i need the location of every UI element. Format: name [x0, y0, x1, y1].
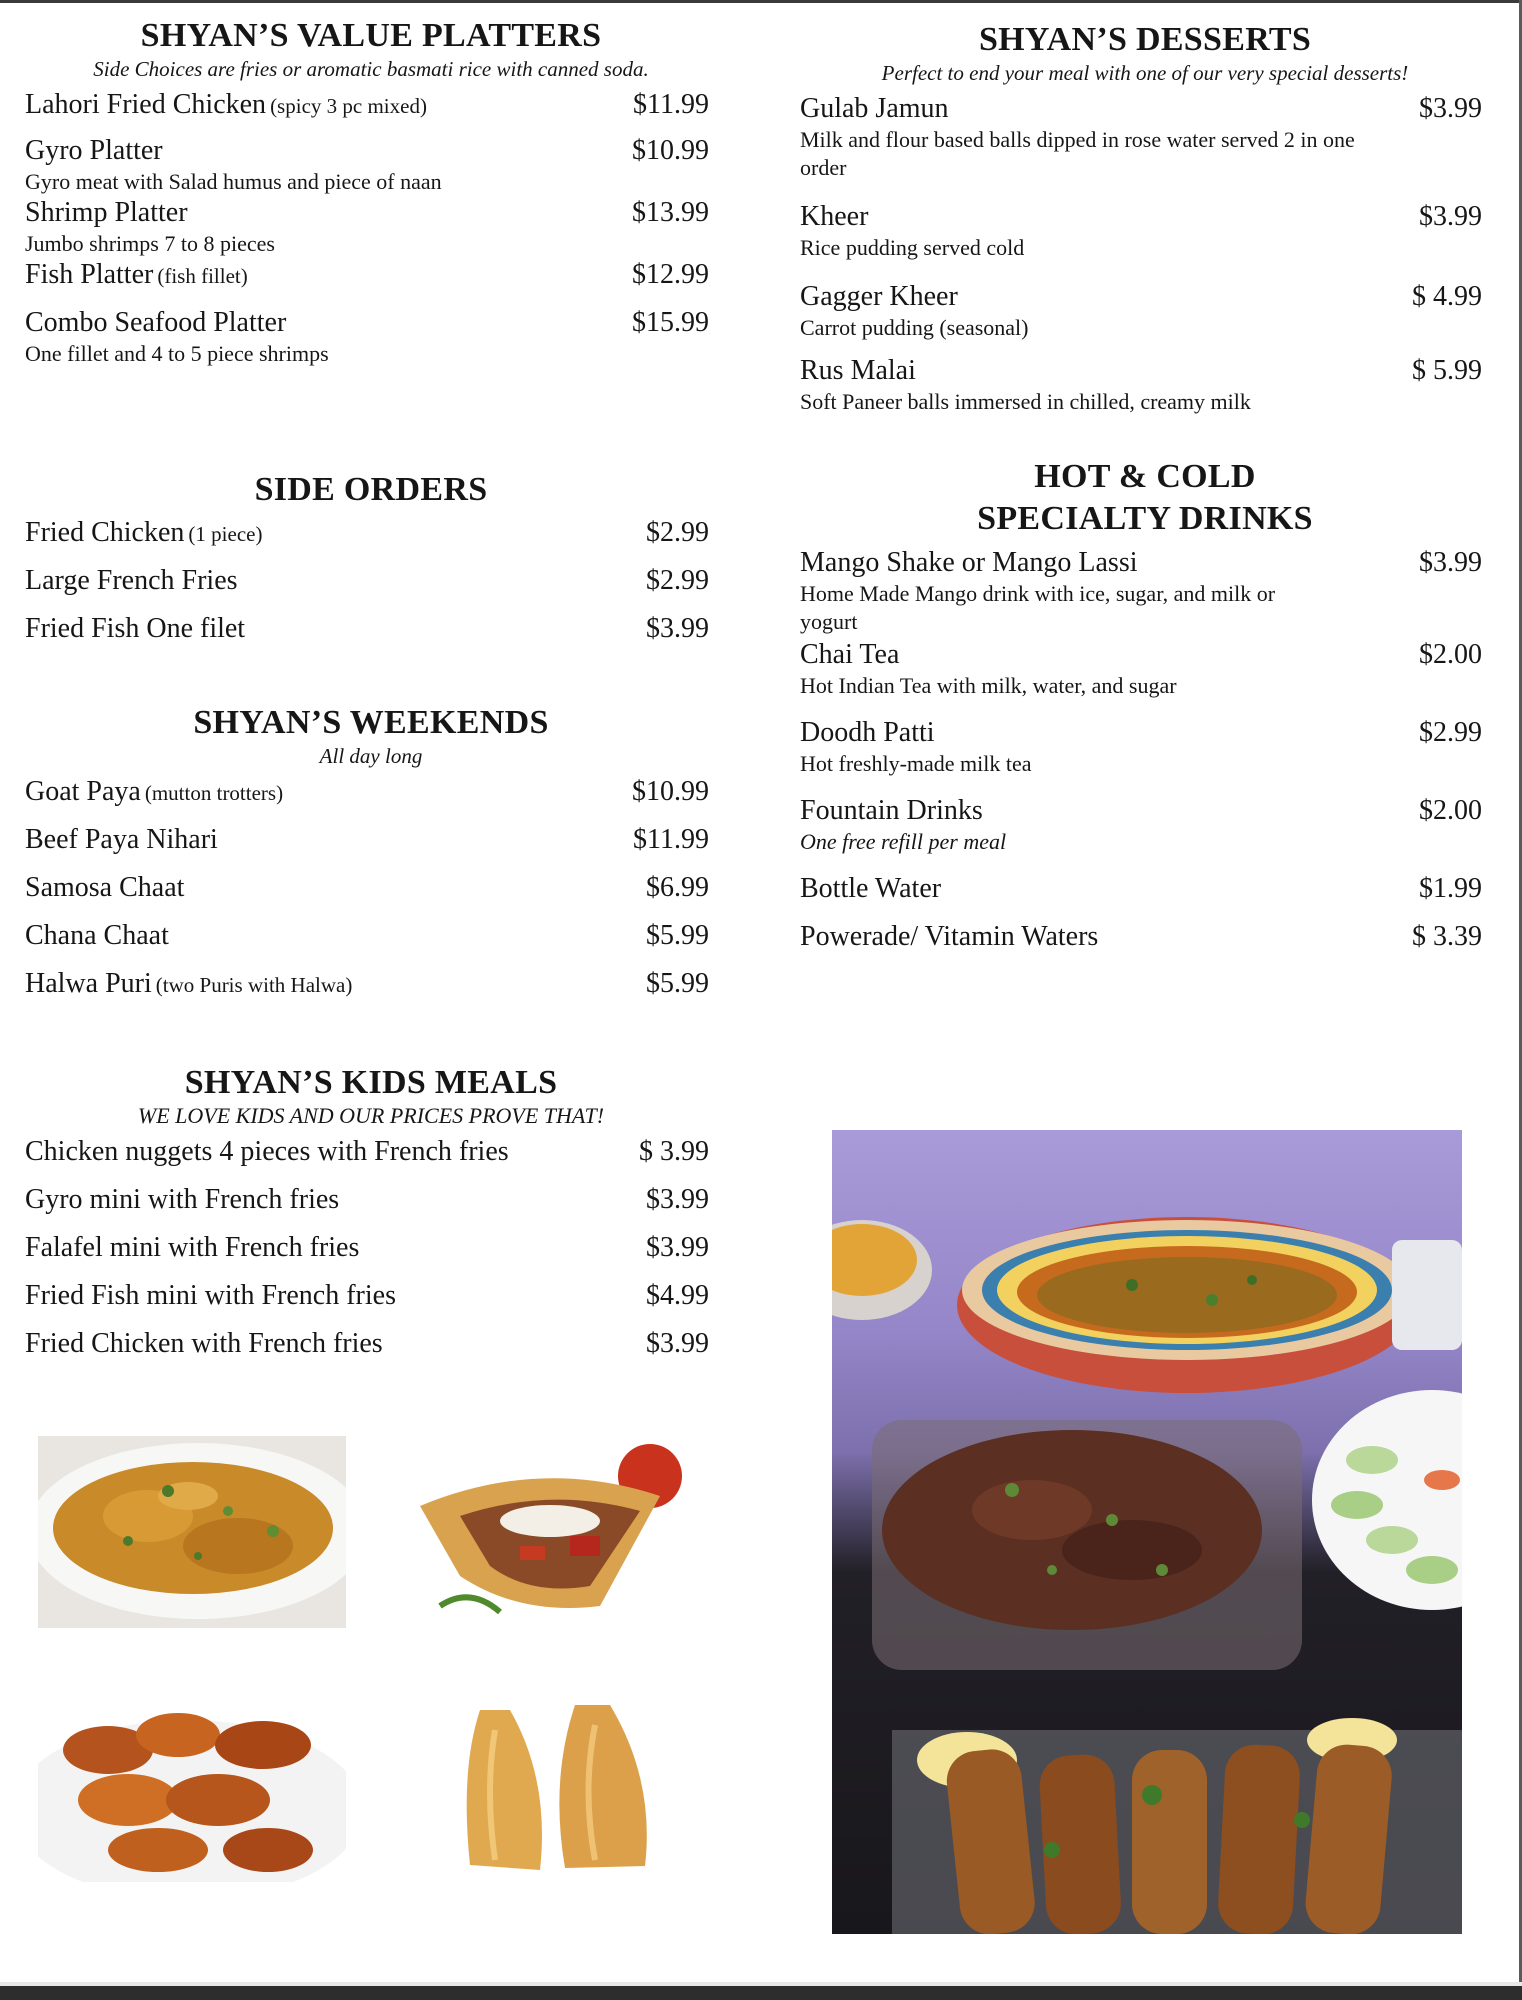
menu-item	[25, 775, 717, 823]
menu-item	[800, 280, 1490, 354]
menu-item	[25, 1279, 717, 1327]
item-price: $2.00	[1419, 639, 1482, 670]
item-name: Halwa Puri	[25, 968, 152, 999]
item-price: $2.00	[1419, 795, 1482, 826]
section-subtitle: Side Choices are fries or aromatic basmati rice with canned soda.	[93, 57, 649, 81]
item-description: Home Made Mango drink with ice, sugar, and milk or yogurt	[800, 581, 1276, 634]
item-name: Gulab Jamun	[800, 93, 949, 124]
desserts-section	[800, 20, 1490, 416]
item-name: Doodh Patti	[800, 717, 935, 748]
item-price: $3.99	[1419, 547, 1482, 578]
section-title: SHYAN’S KIDS MEALS	[184, 1064, 558, 1101]
menu-item	[800, 354, 1490, 416]
item-name: Falafel mini with French fries	[25, 1232, 360, 1263]
menu-items	[25, 775, 717, 1015]
item-name: Kheer	[800, 201, 869, 232]
item-name: Samosa Chaat	[25, 872, 185, 903]
section-title: SHYAN’S WEEKENDS	[193, 704, 549, 741]
item-name: Chai Tea	[800, 639, 900, 670]
menu-item	[25, 196, 717, 258]
item-description: Rice pudding served cold	[800, 235, 1025, 260]
menu-item	[800, 638, 1490, 716]
menu-items	[25, 88, 717, 368]
item-price: $4.99	[646, 1280, 709, 1311]
samosa-photo	[400, 1690, 708, 1882]
section-subtitle: All day long	[319, 744, 423, 768]
section-title: SHYAN’S VALUE PLATTERS	[140, 17, 602, 54]
menu-item	[25, 871, 717, 919]
menu-item	[800, 872, 1490, 920]
item-price: $ 4.99	[1412, 281, 1482, 312]
section-subtitle: WE LOVE KIDS AND OUR PRICES PROVE THAT!	[137, 1103, 605, 1128]
item-description: Gyro meat with Salad humus and piece of naan	[25, 169, 442, 194]
scan-edge-bottom	[0, 1986, 1522, 2000]
menu-item	[25, 516, 717, 564]
item-description: Milk and flour based balls dipped in rose water served 2 in one order	[800, 127, 1355, 180]
item-name: Fountain Drinks	[800, 795, 983, 826]
section-title-line-1: HOT & COLD	[1034, 458, 1256, 495]
item-name: Gagger Kheer	[800, 281, 958, 312]
item-price: $15.99	[632, 307, 709, 338]
menu-item	[800, 92, 1490, 200]
item-description: Jumbo shrimps 7 to 8 pieces	[25, 231, 275, 256]
item-description: Hot Indian Tea with milk, water, and sugar	[800, 673, 1177, 698]
item-price: $11.99	[633, 824, 709, 855]
item-name: Gyro mini with French fries	[25, 1184, 340, 1215]
item-note: (mutton trotters)	[144, 781, 284, 805]
item-name: Combo Seafood Platter	[25, 307, 287, 338]
item-price: $ 3.39	[1412, 921, 1482, 952]
item-price: $2.99	[646, 565, 709, 596]
buffet-photo	[832, 1130, 1462, 1934]
menu-item	[25, 823, 717, 871]
menu-item	[25, 967, 717, 1015]
menu-item	[800, 920, 1490, 968]
item-price: $6.99	[646, 872, 709, 903]
item-name: Shrimp Platter	[25, 197, 188, 228]
menu-item	[25, 1327, 717, 1375]
side-orders-section	[25, 470, 717, 660]
value-platters-section	[25, 16, 717, 368]
menu-item	[25, 919, 717, 967]
item-price: $3.99	[1419, 93, 1482, 124]
section-title-line-2: SPECIALTY DRINKS	[977, 500, 1313, 537]
item-description: Soft Paneer balls immersed in chilled, creamy milk	[800, 389, 1251, 414]
item-name: Gyro Platter	[25, 135, 163, 166]
curry-photo	[38, 1436, 346, 1628]
item-price: $13.99	[632, 197, 709, 228]
kids-meals-section	[25, 1063, 717, 1375]
item-note: (fish fillet)	[157, 264, 248, 288]
menu-item	[25, 258, 717, 306]
item-name: Beef Paya Nihari	[25, 824, 218, 855]
menu-items	[25, 1135, 717, 1375]
item-name: Fried Fish mini with French fries	[25, 1280, 396, 1311]
item-price: $3.99	[646, 1184, 709, 1215]
menu-items	[800, 92, 1490, 416]
item-name: Powerade/ Vitamin Waters	[800, 921, 1099, 952]
section-title: SHYAN’S DESSERTS	[978, 21, 1312, 58]
menu-item	[25, 88, 717, 134]
item-name: Fish Platter	[25, 259, 154, 290]
weekends-section	[25, 703, 717, 1015]
menu-item	[25, 1231, 717, 1279]
menu-item	[800, 716, 1490, 794]
item-description: One free refill per meal	[800, 829, 1007, 854]
item-name: Chicken nuggets 4 pieces with French fries	[25, 1136, 509, 1167]
item-price: $ 3.99	[639, 1136, 709, 1167]
item-note: (two Puris with Halwa)	[155, 973, 353, 997]
item-name: Fried Fish One filet	[25, 613, 246, 644]
item-price: $ 5.99	[1412, 355, 1482, 386]
item-name: Goat Paya	[25, 776, 141, 807]
item-description: Hot freshly-made milk tea	[800, 751, 1032, 776]
menu-item	[25, 134, 717, 196]
item-price: $11.99	[633, 89, 709, 120]
drinks-section	[800, 456, 1490, 968]
menu-item	[800, 546, 1490, 638]
item-price: $2.99	[1419, 717, 1482, 748]
item-name: Fried Chicken with French fries	[25, 1328, 383, 1359]
item-price: $5.99	[646, 968, 709, 999]
menu-item	[25, 306, 717, 368]
item-price: $2.99	[646, 517, 709, 548]
menu-item	[25, 564, 717, 612]
scan-edge-top	[0, 0, 1522, 3]
menu-item	[800, 200, 1490, 280]
item-description: One fillet and 4 to 5 piece shrimps	[25, 341, 329, 366]
item-price: $3.99	[1419, 201, 1482, 232]
item-description: Carrot pudding (seasonal)	[800, 315, 1029, 340]
menu-items	[800, 546, 1490, 968]
item-price: $12.99	[632, 259, 709, 290]
item-price: $10.99	[632, 776, 709, 807]
chicken-wings-photo	[38, 1690, 346, 1882]
item-price: $3.99	[646, 613, 709, 644]
item-note: (spicy 3 pc mixed)	[270, 94, 427, 118]
menu-item	[25, 612, 717, 660]
section-subtitle: Perfect to end your meal with one of our very special desserts!	[881, 61, 1409, 85]
item-name: Lahori Fried Chicken	[25, 89, 267, 120]
item-name: Fried Chicken	[25, 517, 185, 548]
section-title: SIDE ORDERS	[254, 471, 488, 508]
item-price: $3.99	[646, 1328, 709, 1359]
item-name: Mango Shake or Mango Lassi	[800, 547, 1138, 578]
menu-item	[25, 1183, 717, 1231]
item-price: $5.99	[646, 920, 709, 951]
item-name: Large French Fries	[25, 565, 238, 596]
item-price: $3.99	[646, 1232, 709, 1263]
item-price: $10.99	[632, 135, 709, 166]
item-name: Chana Chaat	[25, 920, 169, 951]
item-price: $1.99	[1419, 873, 1482, 904]
gyro-wrap-photo	[400, 1436, 708, 1628]
item-name: Bottle Water	[800, 873, 942, 904]
menu-items	[25, 516, 717, 660]
menu-item	[25, 1135, 717, 1183]
menu-item	[800, 794, 1490, 872]
item-name: Rus Malai	[800, 355, 916, 386]
item-note: (1 piece)	[188, 522, 263, 546]
